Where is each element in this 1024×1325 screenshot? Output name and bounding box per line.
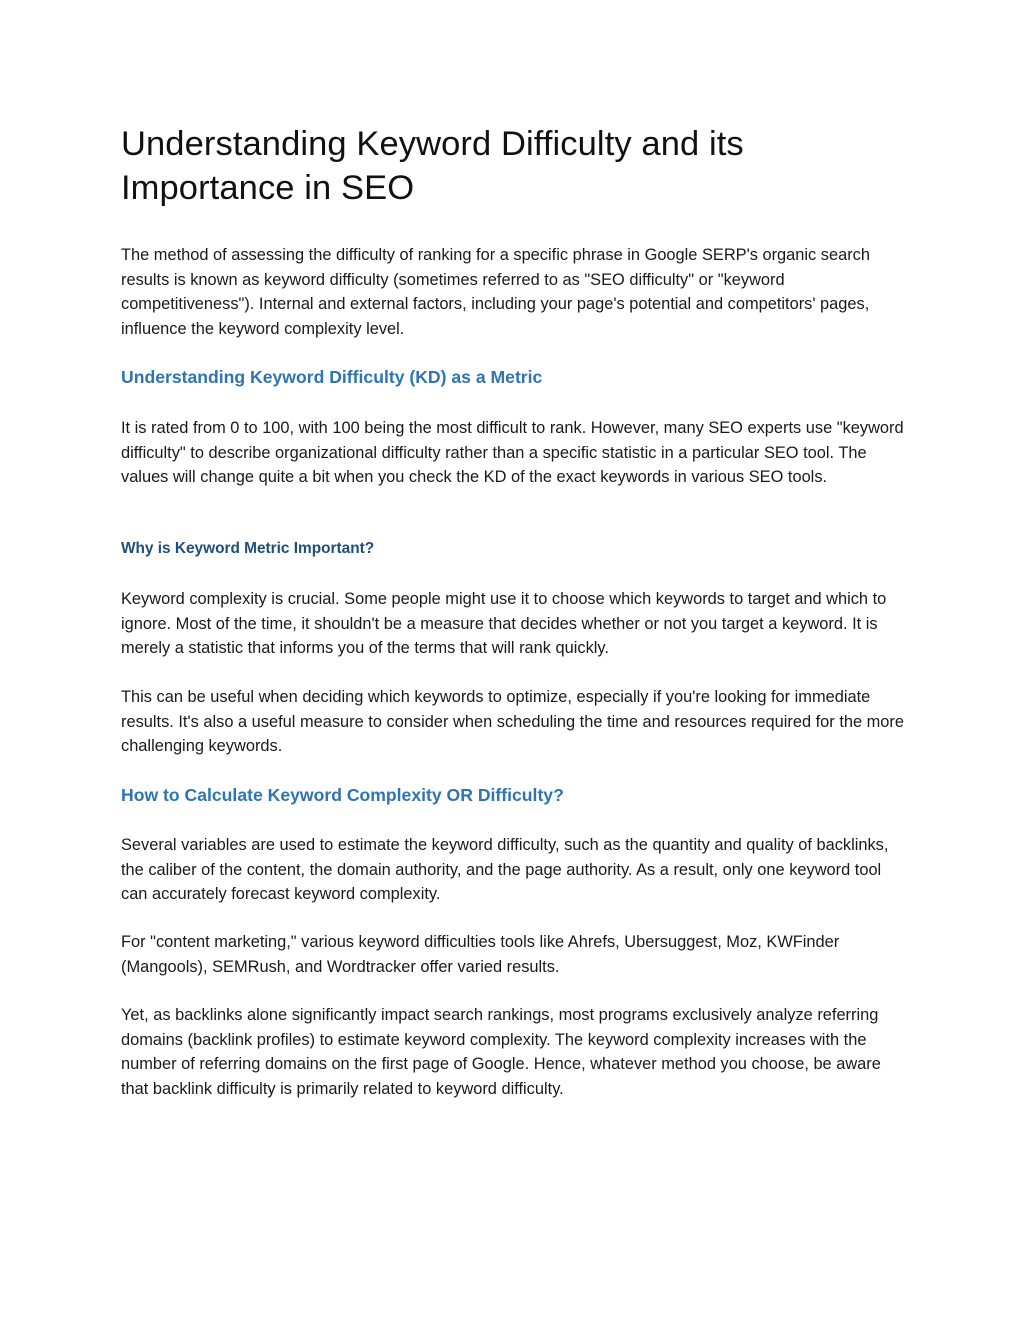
why-important-paragraph-1: Keyword complexity is crucial. Some people might use it to choose which keywords to target and which to ignore. Most of the time, it shouldn't be a measure that decides whether or not you target a keyword. It is merely a statistic that informs you of the terms that will rank quickly. (121, 590, 887, 658)
how-to-calculate-paragraph-1: Several variables are used to estimate the keyword difficulty, such as the quantity and quality of backlinks, the caliber of the content, the domain authority, and the page authority. As a result, only one keyword tool can accurately forecast keyword complexity. (121, 836, 889, 904)
section-heading-why-important: Why is Keyword Metric Important? (121, 540, 375, 557)
section-heading-how-to-calculate: How to Calculate Keyword Complexity OR Difficulty? (121, 785, 564, 805)
section-heading-kd-metric: Understanding Keyword Difficulty (KD) as a Metric (121, 367, 543, 387)
why-important-paragraph-2: This can be useful when deciding which keywords to optimize, especially if you're looking for immediate results. It's also a useful measure to consider when scheduling the time and resources required for the more challenging keywords. (121, 688, 904, 756)
kd-metric-paragraph: It is rated from 0 to 100, with 100 being the most difficult to rank. However, many SEO experts use "keyword difficulty" to describe organizational difficulty rather than a specific statistic in a particular SEO tool. The values will change quite a bit when you check the KD of the exact keywords in various SEO tools. (121, 419, 904, 487)
document-title: Understanding Keyword Difficulty and its Importance in SEO (121, 125, 744, 207)
how-to-calculate-paragraph-2: For "content marketing," various keyword difficulties tools like Ahrefs, Ubersuggest, Moz, KWFinder (Mangools), SEMRush, and Wordtracker offer varied results. (121, 933, 840, 976)
how-to-calculate-paragraph-3: Yet, as backlinks alone significantly impact search rankings, most programs exclusively analyze referring domains (backlink profiles) to estimate keyword complexity. The keyword complexity increases with the number of referring domains on the first page of Google. Hence, whatever method you choose, be aware that backlink difficulty is primarily related to keyword difficulty. (121, 1006, 881, 1098)
intro-paragraph: The method of assessing the difficulty of ranking for a specific phrase in Google SERP's organic search results is known as keyword difficulty (sometimes referred to as "SEO difficulty" or "keyword competitiveness"). Internal and external factors, including your page's potential and competitors' pages, influence the keyword complexity level. (121, 246, 870, 338)
